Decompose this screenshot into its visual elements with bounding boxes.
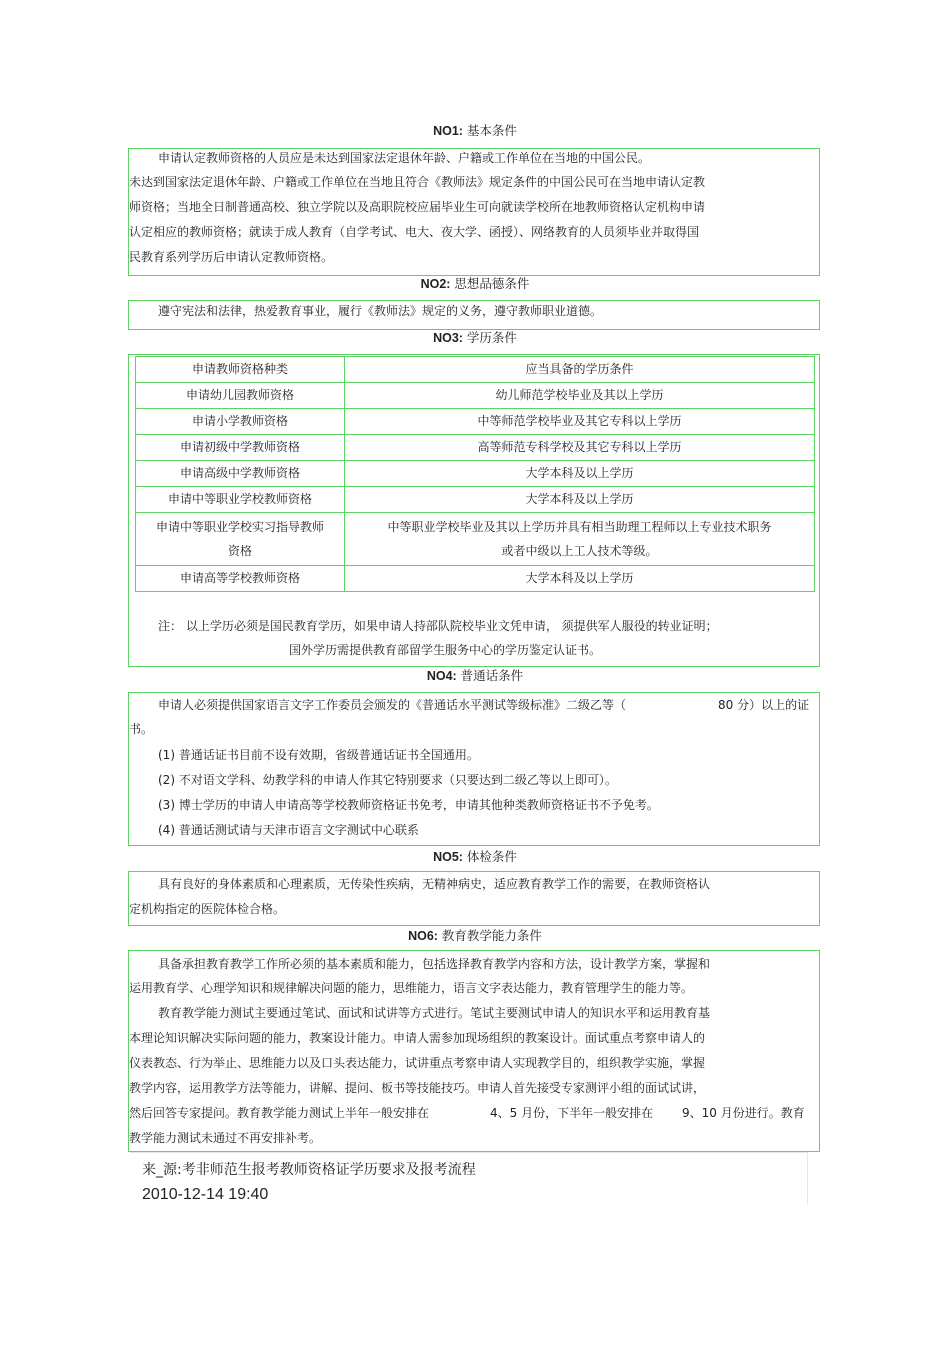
paragraph-line: 80 分）以上的证 bbox=[718, 698, 810, 712]
paragraph-line: 未达到国家法定退休年龄、户籍或工作单位在当地且符合《教师法》规定条件的中国公民可在当地申请认定教 bbox=[129, 175, 706, 189]
table-row bbox=[136, 513, 815, 566]
table-cell: 申请初级中学教师资格 bbox=[136, 435, 345, 461]
paragraph-line: 遵守宪法和法律，热爱教育事业，履行《教师法》规定的义务，遵守教师职业道德。 bbox=[158, 304, 603, 318]
paragraph-line: 然后回答专家提问。教育教学能力测试上半年一般安排在 bbox=[129, 1106, 430, 1120]
paragraph-line: 申请人必须提供国家语言文字工作委员会颁发的《普通话水平测试等级标准》二级乙等（ bbox=[158, 698, 627, 712]
section-number: NO6: bbox=[408, 929, 438, 943]
table-cell: 中等师范学校毕业及其它专科以上学历 bbox=[345, 409, 815, 435]
section-heading: 基本条件 bbox=[466, 123, 517, 138]
section-number: NO1: bbox=[433, 124, 463, 138]
paragraph-line: 书。 bbox=[129, 722, 154, 736]
paragraph-line: 4、5 月份，下半年一般安排在 bbox=[490, 1106, 654, 1120]
section-number: NO3: bbox=[433, 331, 463, 345]
table-cell: 申请幼儿园教师资格 bbox=[136, 383, 345, 409]
paragraph-line: 仪表教态、行为举止、思维能力以及口头表达能力，试讲重点考察申请人实现教学目的，组织教学实施，掌握 bbox=[129, 1056, 706, 1070]
paragraph-line: 9、10 月份进行。教育 bbox=[682, 1106, 805, 1120]
table-note-line: 注： 以上学历必须是国民教育学历，如果申请人持部队院校毕业文凭申请， 须提供军人服役的转业证明； bbox=[158, 619, 718, 633]
table-cell: 申请中等职业学校教师资格 bbox=[136, 487, 345, 513]
table-row bbox=[136, 435, 815, 461]
table-row bbox=[136, 461, 815, 487]
post-datetime: 2010-12-14 19:40 bbox=[142, 1186, 269, 1203]
table-cell-line: 或者中级以上工人技术等级。 bbox=[501, 544, 658, 558]
source-text: 来_源:考非师范生报考教师资格证学历要求及报考流程 bbox=[142, 1162, 476, 1178]
section-heading: 教育教学能力条件 bbox=[441, 928, 542, 943]
table-row bbox=[136, 409, 815, 435]
table-cell: 申请小学教师资格 bbox=[136, 409, 345, 435]
table-row bbox=[136, 487, 815, 513]
section-title-no2 bbox=[128, 276, 822, 292]
paragraph-line: 本理论知识解决实际问题的能力，教案设计能力。申请人需参加现场组织的教案设计。面试重点考察申请人的 bbox=[129, 1031, 706, 1045]
table-note-line: 国外学历需提供教育部留学生服务中心的学历鉴定认证书。 bbox=[289, 643, 602, 657]
list-item: (3) 博士学历的申请人申请高等学校教师资格证书免考，申请其他种类教师资格证书不予免考。 bbox=[158, 798, 659, 812]
section-title-no4 bbox=[128, 668, 822, 684]
section-title-no1 bbox=[128, 123, 822, 139]
table-row bbox=[136, 566, 815, 592]
section-number: NO4: bbox=[426, 669, 457, 683]
table-cell-line: 资格 bbox=[227, 544, 252, 558]
section-title-no6 bbox=[128, 928, 822, 944]
table-cell: 大学本科及以上学历 bbox=[345, 566, 815, 592]
section-number: NO2: bbox=[420, 277, 451, 291]
list-item: (4) 普通话测试请与天津市语言文字测试中心联系 bbox=[158, 823, 419, 837]
paragraph-line: 申请认定教师资格的人员应是未达到国家法定退休年龄、户籍或工作单位在当地的中国公民。 bbox=[158, 151, 651, 165]
paragraph-line: 具有良好的身体素质和心理素质，无传染性疾病，无精神病史，适应教育教学工作的需要，在教师资格认 bbox=[158, 877, 711, 891]
paragraph-line: 师资格；当地全日制普通高校、独立学院以及高职院校应届毕业生可向就读学校所在地教师资格认定机构申请 bbox=[129, 200, 706, 214]
section-heading: 思想品德条件 bbox=[454, 276, 530, 291]
paragraph-line: 民教育系列学历后申请认定教师资格。 bbox=[129, 250, 334, 264]
table-cell: 申请高等学校教师资格 bbox=[136, 566, 345, 592]
table-header-cell: 应当具备的学历条件 bbox=[345, 357, 815, 383]
paragraph-line: 具备承担教育教学工作所必须的基本素质和能力，包括选择教育教学内容和方法，设计教学方案，掌握和 bbox=[158, 957, 711, 971]
section-heading: 普通话条件 bbox=[460, 668, 524, 683]
table-cell: 申请高级中学教师资格 bbox=[136, 461, 345, 487]
education-requirements-table bbox=[135, 356, 815, 592]
table-cell-line: 中等职业学校毕业及其以上学历并具有相当助理工程师以上专业技术职务 bbox=[387, 520, 772, 534]
table-header-row bbox=[136, 357, 815, 383]
table-cell: 大学本科及以上学历 bbox=[345, 461, 815, 487]
table-cell bbox=[345, 513, 815, 566]
paragraph-line: 教学内容，运用教学方法等能力，讲解、提问、板书等技能技巧。申请人首先接受专家测评小组的面试试讲， bbox=[129, 1081, 706, 1095]
paragraph-line: 认定相应的教师资格；就读于成人教育（自学考试、电大、夜大学、函授）、网络教育的人员须毕业并取得国 bbox=[129, 225, 700, 239]
table-cell: 大学本科及以上学历 bbox=[345, 487, 815, 513]
list-item: (2) 不对语文学科、幼教学科的申请人作其它特别要求（只要达到二级乙等以上即可）。 bbox=[158, 773, 617, 787]
table-cell: 幼儿师范学校毕业及其以上学历 bbox=[345, 383, 815, 409]
table-cell bbox=[136, 513, 345, 566]
section-number: NO5: bbox=[433, 850, 463, 864]
table-cell-line: 申请中等职业学校实习指导教师 bbox=[155, 520, 324, 534]
table-cell: 高等师范专科学校及其它专科以上学历 bbox=[345, 435, 815, 461]
section-heading: 学历条件 bbox=[466, 330, 517, 345]
section-title-no3 bbox=[128, 330, 822, 346]
table-header-cell: 申请教师资格种类 bbox=[136, 357, 345, 383]
table-row bbox=[136, 383, 815, 409]
list-item: (1) 普通话证书目前不设有效期，省级普通话证书全国通用。 bbox=[158, 748, 479, 762]
section-heading: 体检条件 bbox=[466, 849, 517, 864]
paragraph-line: 定机构指定的医院体检合格。 bbox=[129, 902, 286, 916]
section-title-no5 bbox=[128, 849, 822, 865]
paragraph-line: 教学能力测试未通过不再安排补考。 bbox=[129, 1131, 322, 1145]
paragraph-line: 运用教育学、心理学知识和规律解决问题的能力，思维能力，语言文字表达能力，教育管理学生的能力等。 bbox=[129, 981, 694, 995]
paragraph-line: 教育教学能力测试主要通过笔试、面试和试讲等方式进行。笔试主要测试申请人的知识水平和运用教育基 bbox=[158, 1006, 711, 1020]
